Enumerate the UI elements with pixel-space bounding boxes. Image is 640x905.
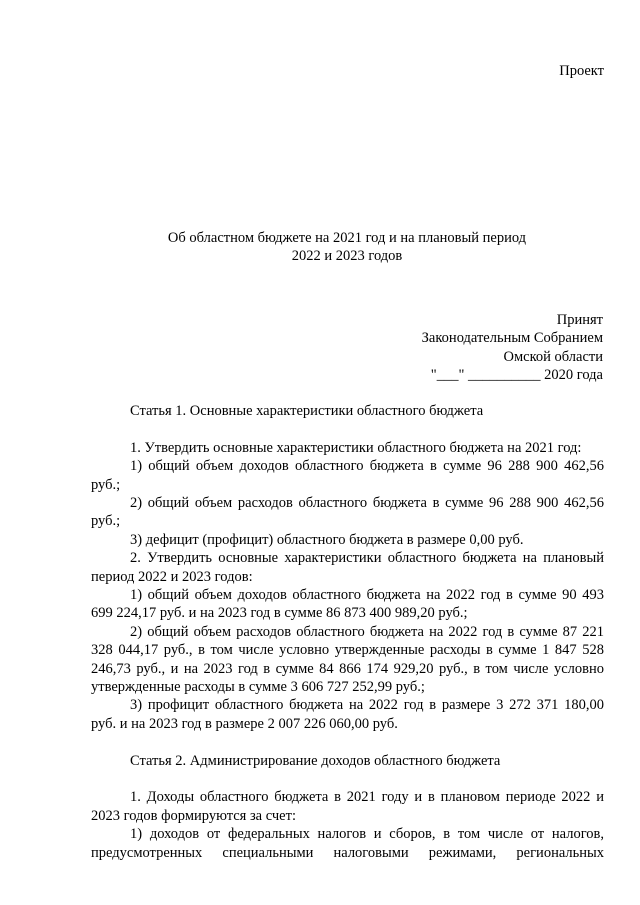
title-line-2: 2022 и 2023 годов: [291, 248, 403, 265]
article-1-paragraph-5: 2. Утвердить основные характеристики областного бюджета на плановый период 2022 и 2023 годов:: [91, 550, 604, 585]
article-2-heading: Статья 2. Администрирование доходов областного бюджета: [130, 752, 501, 769]
article-1-paragraph-4: 3) дефицит (профицит) областного бюджета в размере 0,00 руб.: [130, 531, 524, 548]
article-2-paragraph-1: 1. Доходы областного бюджета в 2021 году и в плановом периоде 2022 и 2023 годов формируются за счет:: [91, 789, 604, 824]
article-2-paragraph-2: 1) доходов от федеральных налогов и сборов, в том числе от налогов, предусмотренных специальными налоговыми режимами, региональных: [91, 826, 604, 861]
adoption-line-4: "___" __________ 2020 года: [430, 367, 603, 384]
article-1-paragraph-8: 3) профицит областного бюджета на 2022 год в размере 3 272 371 180,00 руб. и на 2023 год в размере 2 007 226 060,00 руб.: [91, 697, 604, 732]
document-body: [91, 402, 604, 862]
article-1-paragraph-7: 2) общий объем расходов областного бюджета на 2022 год в сумме 87 221 328 044,17 руб., в том числе условно утвержденные расходы в сумме 1 847 528 246,73 руб., и на 2023 год в сумме 84 866 174 929,20 руб., в том числе условно утвержденные расходы в сумме 3 606 727 252,99 руб.;: [91, 623, 604, 696]
adoption-block: [422, 311, 603, 385]
article-1-paragraph-2: 1) общий объем доходов областного бюджета в сумме 96 288 900 462,56 руб.;: [91, 458, 604, 493]
article-1-paragraph-1: 1. Утвердить основные характеристики областного бюджета на 2021 год:: [130, 439, 582, 456]
article-1-paragraph-6: 1) общий объем доходов областного бюджета на 2022 год в сумме 90 493 699 224,17 руб. и на 2023 год в сумме 86 873 400 989,20 руб.;: [91, 587, 604, 622]
adoption-line-3: Омской области: [503, 348, 603, 365]
document-title: [0, 229, 640, 266]
article-1-heading: Статья 1. Основные характеристики областного бюджета: [130, 403, 484, 419]
title-line-1: Об областном бюджете на 2021 год и на плановый период: [167, 230, 527, 246]
article-1-paragraph-3: 2) общий объем расходов областного бюджета в сумме 96 288 900 462,56 руб.;: [91, 495, 604, 530]
draft-label: Проект: [559, 63, 604, 79]
adoption-line-1: Принят: [556, 312, 603, 328]
adoption-line-2: Законодательным Собранием: [421, 330, 603, 347]
